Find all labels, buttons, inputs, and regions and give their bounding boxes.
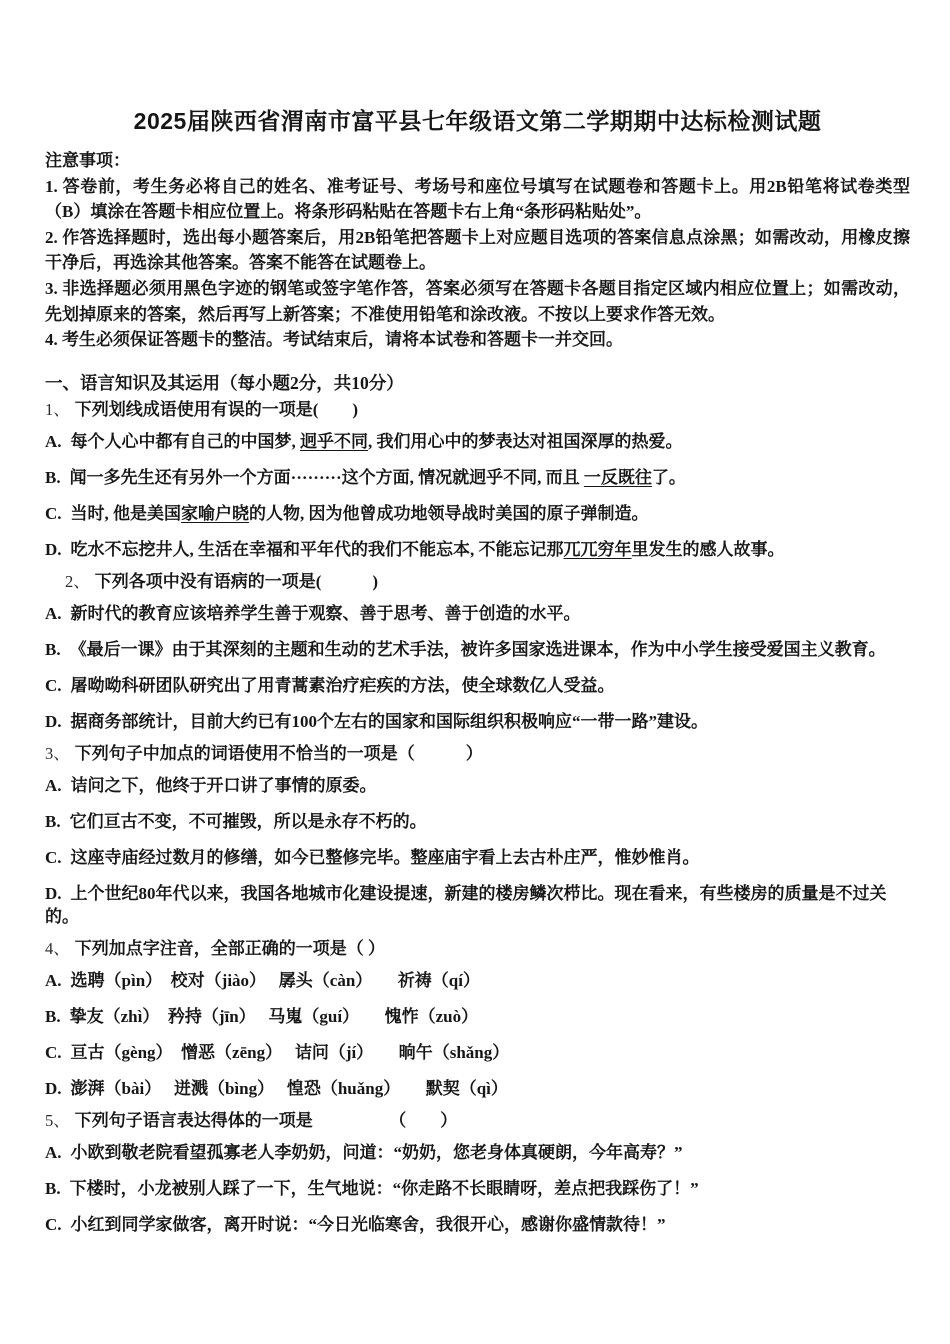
question-1-option-D <box>45 538 910 561</box>
option-text: 诘问之下，他终于开口讲了事情的原委。 <box>70 775 377 795</box>
question-4-option-A <box>45 969 910 992</box>
question-5-option-C <box>45 1213 910 1236</box>
question-3-option-B <box>45 810 910 833</box>
option-text: 选聘（pìn） 校对（jiào） 孱头（càn） 祈祷（qí） <box>70 970 480 990</box>
notice-item-2: 2. 作答选择题时，选出每小题答案后，用2B铅笔把答题卡上对应题目选项的答案信息点涂黑；如需改动，用橡皮擦干净后，再选涂其他答案。答案不能答在试题卷上。 <box>45 227 910 273</box>
underlined-idiom: 兀兀穷年 <box>563 539 632 559</box>
option-text: 亘古（gèng） 憎恶（zēng） 诘问（jí） 晌午（shǎng） <box>70 1042 510 1062</box>
option-text: 屠呦呦科研团队研究出了用青蒿素治疗疟疾的方法，使全球数亿人受益。 <box>70 675 615 695</box>
question-3-stem <box>45 742 910 765</box>
question-stem-text: 下列加点字注音，全部正确的一项是（ ） <box>74 938 385 958</box>
question-4-option-C <box>45 1041 910 1064</box>
page-title: 2025届陕西省渭南市富平县七年级语文第二学期期中达标检测试题 <box>133 108 822 134</box>
option-text: 闻一多先生还有另外一个方面·········这个方面, 情况就迥乎不同, 而且 一反既往了。 <box>69 467 686 487</box>
option-text: 它们亘古不变，不可摧毁，所以是永存不朽的。 <box>69 811 427 831</box>
option-label: A. <box>45 431 62 451</box>
option-text: 吃水不忘挖井人, 生活在幸福和平年代的我们不能忘本, 不能忘记那兀兀穷年里发生的感人故事。 <box>70 539 785 559</box>
question-4-option-B <box>45 1005 910 1028</box>
option-label: C. <box>45 1042 62 1062</box>
option-label: C. <box>45 1214 62 1234</box>
option-label: D. <box>45 711 62 731</box>
option-label: C. <box>45 503 62 523</box>
question-number: 1、 <box>45 399 70 419</box>
notice-heading: 注意事项： <box>45 151 130 170</box>
question-1-stem <box>45 398 910 421</box>
question-2-option-D <box>45 710 910 733</box>
question-stem-text: 下列句子语言表达得体的一项是 （ ） <box>74 1110 458 1130</box>
option-text: 挚友（zhì） 矜持（jīn） 马嵬（guí） 愧怍（zuò） <box>69 1006 479 1026</box>
option-text: 下楼时，小龙被别人踩了一下，生气地说：“你走路不长眼睛呀，差点把我踩伤了！” <box>69 1178 699 1198</box>
option-label: A. <box>45 1142 62 1162</box>
question-4-stem <box>45 937 910 960</box>
notice-item-1: 1. 答卷前，考生务必将自己的姓名、准考证号、考场号和座位号填写在试题卷和答题卡上。用2B铅笔将试卷类型（B）填涂在答题卡相应位置上。将条形码粘贴在答题卡右上角“条形码粘贴处”。 <box>45 176 910 222</box>
question-number: 2、 <box>65 571 90 591</box>
option-label: A. <box>45 775 62 795</box>
question-2-option-C <box>45 674 910 697</box>
question-2-option-A <box>45 602 910 625</box>
option-text: 上个世纪80年代以来，我国各地城市化建设提速，新建的楼房鳞次栉比。现在看来，有些楼房的质量是不过关的。 <box>45 883 887 926</box>
underlined-idiom: 迥乎不同 <box>300 431 369 451</box>
question-5 <box>45 1109 910 1236</box>
underlined-idiom: 家喻户晓 <box>181 503 250 523</box>
question-3-option-A <box>45 774 910 797</box>
question-4 <box>45 937 910 1100</box>
questions-container <box>45 398 910 1236</box>
option-label: D. <box>45 539 62 559</box>
question-5-option-A <box>45 1141 910 1164</box>
option-text: 当时, 他是美国家喻户晓的人物, 因为他曾成功地领导战时美国的原子弹制造。 <box>70 503 649 523</box>
question-1-option-A <box>45 430 910 453</box>
option-label: B. <box>45 639 61 659</box>
option-text: 小红到同学家做客，离开时说：“今日光临寒舍，我很开心，感谢你盛情款待！” <box>70 1214 666 1234</box>
question-3 <box>45 742 910 928</box>
option-text: 《最后一课》由于其深刻的主题和生动的艺术手法，被许多国家选进课本，作为中小学生接受爱国主义教育。 <box>69 639 886 659</box>
option-label: A. <box>45 603 62 623</box>
option-text: 这座寺庙经过数月的修缮，如今已整修完毕。整座庙宇看上去古朴庄严，惟妙惟肖。 <box>70 847 700 867</box>
question-number: 5、 <box>45 1110 70 1130</box>
notice-section <box>45 148 910 353</box>
notice-item-3: 3. 非选择题必须用黑色字迹的钢笔或签字笔作答，答案必须写在答题卡各题目指定区域内相应位置上；如需改动，先划掉原来的答案，然后再写上新答案；不准使用铅笔和涂改液。不按以上要求作答无效。 <box>45 278 910 324</box>
option-text: 小欧到敬老院看望孤寡老人李奶奶，问道：“奶奶，您老身体真硬朗，今年高寿？” <box>70 1142 683 1162</box>
question-2-stem <box>45 570 910 593</box>
option-label: C. <box>45 847 62 867</box>
option-text: 每个人心中都有自己的中国梦, 迥乎不同, 我们用心中的梦表达对祖国深厚的热爱。 <box>70 431 683 451</box>
option-text: 据商务部统计，目前大约已有100个左右的国家和国际组织积极响应“一带一路”建设。 <box>70 711 709 731</box>
question-number: 3、 <box>45 743 70 763</box>
question-5-option-B <box>45 1177 910 1200</box>
question-stem-text: 下列划线成语使用有误的一项是( ) <box>74 399 359 419</box>
question-2 <box>45 570 910 733</box>
question-3-option-C <box>45 846 910 869</box>
question-5-stem <box>45 1109 910 1132</box>
underlined-idiom: 一反既往 <box>583 467 652 487</box>
question-2-option-B <box>45 638 910 661</box>
option-text: 澎湃（bài） 迸溅（bìng） 惶恐（huǎng） 默契（qì） <box>70 1078 508 1098</box>
option-label: A. <box>45 970 62 990</box>
question-3-option-D <box>45 882 910 928</box>
option-label: B. <box>45 1006 61 1026</box>
question-stem-text: 下列句子中加点的词语使用不恰当的一项是（ ） <box>74 743 483 763</box>
question-number: 4、 <box>45 938 70 958</box>
question-4-option-D <box>45 1077 910 1100</box>
option-label: C. <box>45 675 62 695</box>
option-label: D. <box>45 1078 62 1098</box>
option-label: B. <box>45 811 61 831</box>
option-label: D. <box>45 883 62 903</box>
question-1-option-C <box>45 502 910 525</box>
option-text: 新时代的教育应该培养学生善于观察、善于思考、善于创造的水平。 <box>70 603 581 623</box>
option-label: B. <box>45 1178 61 1198</box>
option-label: B. <box>45 467 61 487</box>
notice-item-4: 4. 考生必须保证答题卡的整洁。考试结束后，请将本试卷和答题卡一并交回。 <box>45 330 623 350</box>
section-heading: 一、语言知识及其运用（每小题2分，共10分） <box>45 372 404 393</box>
question-stem-text: 下列各项中没有语病的一项是( ) <box>94 571 379 591</box>
question-1-option-B <box>45 466 910 489</box>
question-1 <box>45 398 910 561</box>
